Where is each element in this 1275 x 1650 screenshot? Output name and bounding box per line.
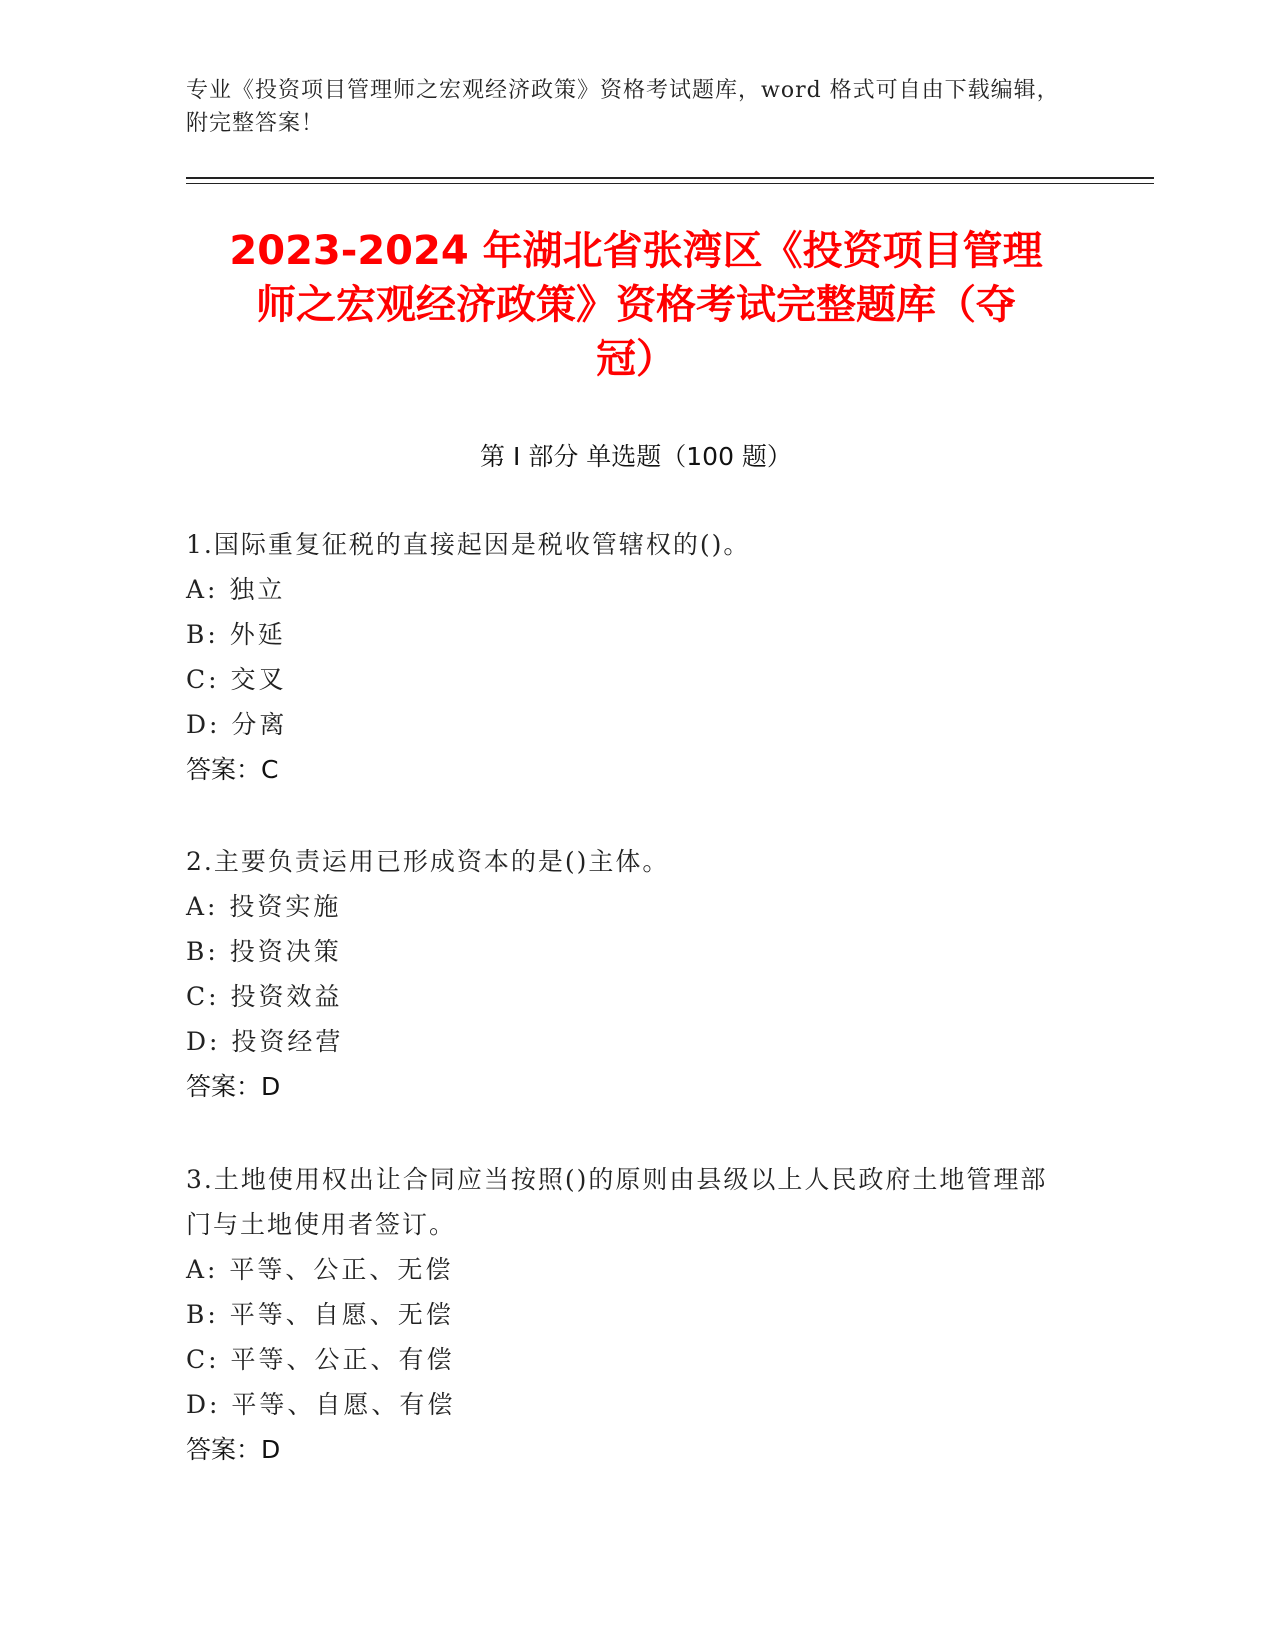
header-rule-thin [186,183,1154,184]
document-title [186,224,1086,386]
option-a: A: 平等、公正、无偿 [186,1255,454,1284]
answer: 答案：D [186,1435,281,1464]
option-d: D: 平等、自愿、有偿 [186,1390,456,1419]
question-2 [186,839,1066,1109]
header-note: 专业《投资项目管理师之宏观经济政策》资格考试题库，word 格式可自由下载编辑，附完整答案！ [186,78,1060,136]
option-b: B: 外延 [186,620,286,649]
document-title-line-1: 2023-2024 年湖北省张湾区《投资项目管理 [229,228,1043,274]
option-b: B: 投资决策 [186,937,342,966]
header-rule-thick [186,177,1154,179]
document-title-line-2: 师之宏观经济政策》资格考试完整题库（夺 [256,282,1016,328]
option-c: C: 平等、公正、有偿 [186,1345,455,1374]
question-3 [186,1157,1066,1472]
option-d: D: 分离 [186,710,288,739]
option-c: C: 交叉 [186,665,287,694]
option-a: A: 投资实施 [186,892,342,921]
document-title-line-3: 冠） [596,336,676,382]
question-stem: 2.主要负责运用已形成资本的是()主体。 [186,847,670,876]
answer: 答案：D [186,1072,281,1101]
question-stem: 3.土地使用权出让合同应当按照()的原则由县级以上人民政府土地管理部门与土地使用者签订。 [186,1165,1048,1239]
answer: 答案：C [186,755,279,784]
option-b: B: 平等、自愿、无偿 [186,1300,454,1329]
option-a: A: 独立 [186,575,286,604]
option-d: D: 投资经营 [186,1027,344,1056]
question-stem: 1.国际重复征税的直接起因是税收管辖权的()。 [186,530,751,559]
question-1 [186,522,1066,792]
section-title: 第 I 部分 单选题（100 题） [480,442,792,471]
option-c: C: 投资效益 [186,982,343,1011]
